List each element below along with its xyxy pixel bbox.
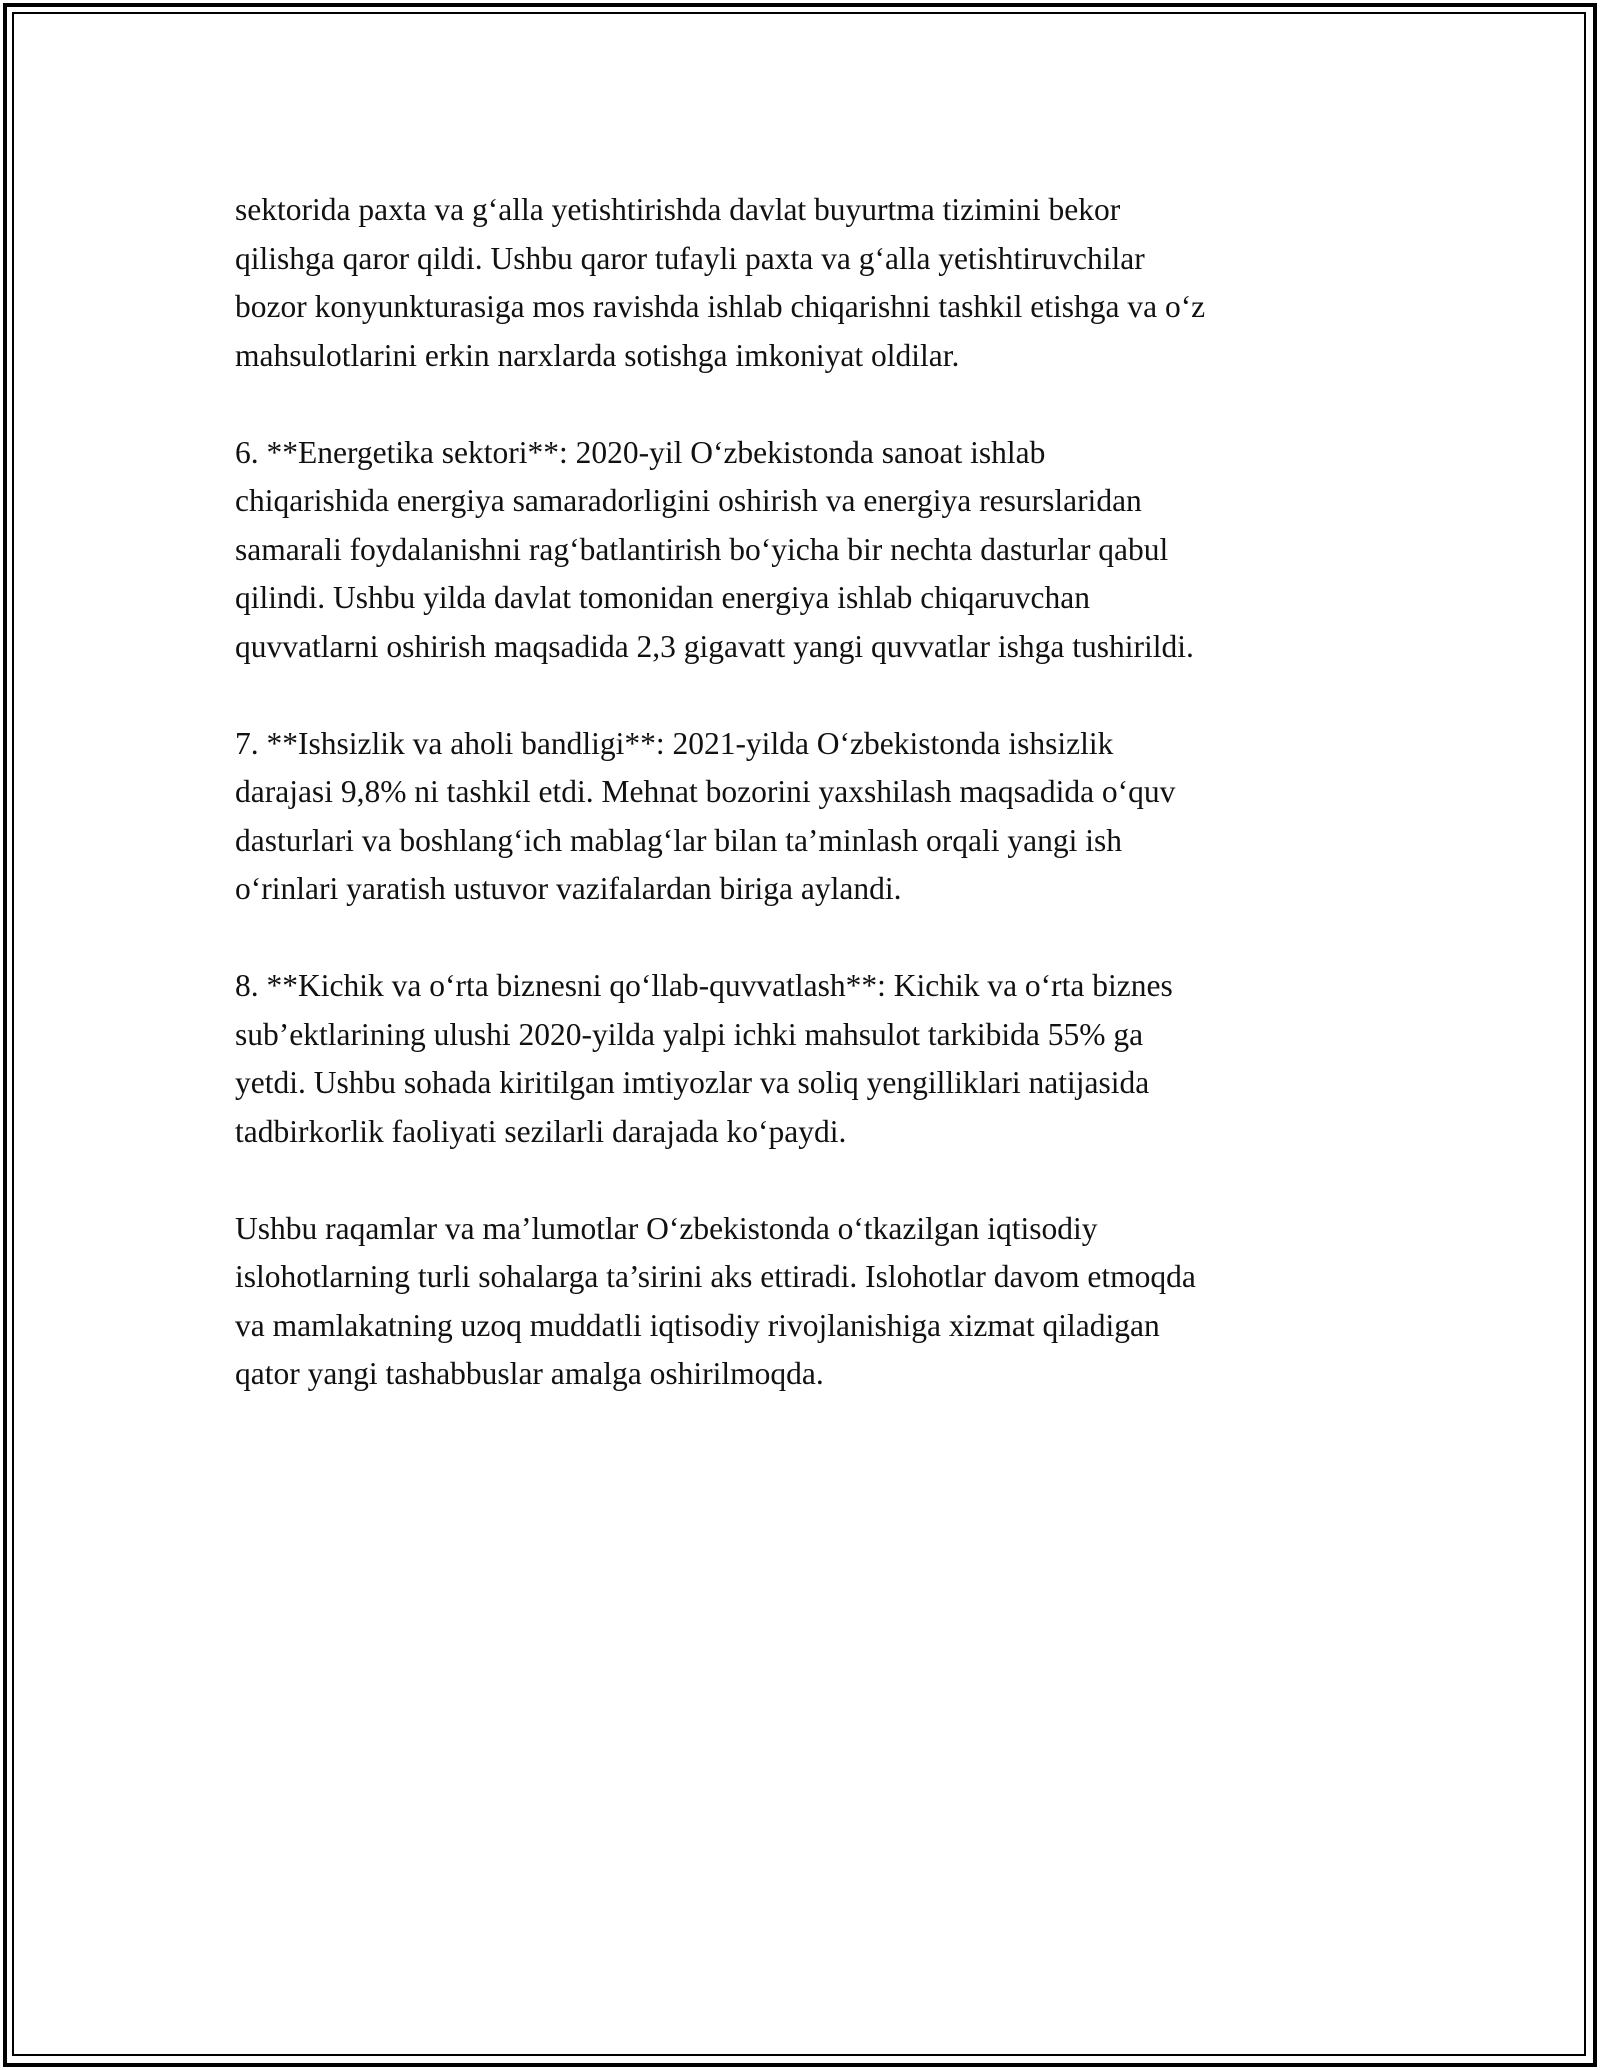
- document-body: [235, 186, 1375, 1447]
- text-line: qilishga qaror qildi. Ushbu qaror tufayli paxta va g‘alla yetishtiruvchilar: [235, 240, 1145, 276]
- paragraph-unemployment: [235, 720, 1375, 914]
- text-line: qilindi. Ushbu yilda davlat tomonidan energiya ishlab chiqaruvchan: [235, 580, 1090, 615]
- text-line: quvvatlarni oshirish maqsadida 2,3 gigavatt yangi quvvatlar ishga tushirildi.: [235, 628, 1194, 664]
- text-line: islohotlarning turli sohalarga ta’sirini aks ettiradi. Islohotlar davom etmoqda: [235, 1259, 1196, 1294]
- text-line: 6. **Energetika sektori**: 2020-yil O‘zbekistonda sanoat ishlab: [235, 434, 1046, 470]
- text-line: sektorida paxta va g‘alla yetishtirishda davlat buyurtma tizimini bekor: [235, 192, 1121, 227]
- text-line: samarali foydalanishni rag‘batlantirish bo‘yicha bir nechta dasturlar qabul: [235, 531, 1169, 567]
- text-line: yetdi. Ushbu sohada kiritilgan imtiyozlar va soliq yengilliklari natijasida: [235, 1065, 1150, 1100]
- paragraph-energy-sector: [235, 429, 1375, 672]
- text-line: 7. **Ishsizlik va aholi bandligi**: 2021-yilda O‘zbekistonda ishsizlik: [235, 725, 1114, 761]
- text-line: mahsulotlarini erkin narxlarda sotishga imkoniyat oldilar.: [235, 337, 960, 373]
- text-line: qator yangi tashabbuslar amalga oshirilmoqda.: [235, 1356, 824, 1391]
- text-line: tadbirkorlik faoliyati sezilarli darajada ko‘paydi.: [235, 1113, 847, 1149]
- text-line: bozor konyunkturasiga mos ravishda ishlab chiqarishni tashkil etishga va o‘z: [235, 289, 1206, 324]
- text-line: chiqarishida energiya samaradorligini oshirish va energiya resurslaridan: [235, 483, 1142, 518]
- text-line: darajasi 9,8% ni tashkil etdi. Mehnat bozorini yaxshilash maqsadida o‘quv: [235, 774, 1176, 809]
- text-line: va mamlakatning uzoq muddatli iqtisodiy rivojlanishiga xizmat qiladigan: [235, 1307, 1160, 1343]
- paragraph-conclusion: [235, 1205, 1375, 1399]
- paragraph-small-business: [235, 962, 1375, 1156]
- text-line: o‘rinlari yaratish ustuvor vazifalardan biriga aylandi.: [235, 871, 902, 906]
- paragraph-cotton-grain: [235, 186, 1375, 380]
- text-line: dasturlari va boshlang‘ich mablag‘lar bilan ta’minlash orqali yangi ish: [235, 822, 1122, 858]
- text-line: sub’ektlarining ulushi 2020-yilda yalpi ichki mahsulot tarkibida 55% ga: [235, 1016, 1144, 1052]
- text-line: Ushbu raqamlar va ma’lumotlar O‘zbekistonda o‘tkazilgan iqtisodiy: [235, 1210, 1098, 1246]
- text-line: 8. **Kichik va o‘rta biznesni qo‘llab-quvvatlash**: Kichik va o‘rta biznes: [235, 968, 1173, 1003]
